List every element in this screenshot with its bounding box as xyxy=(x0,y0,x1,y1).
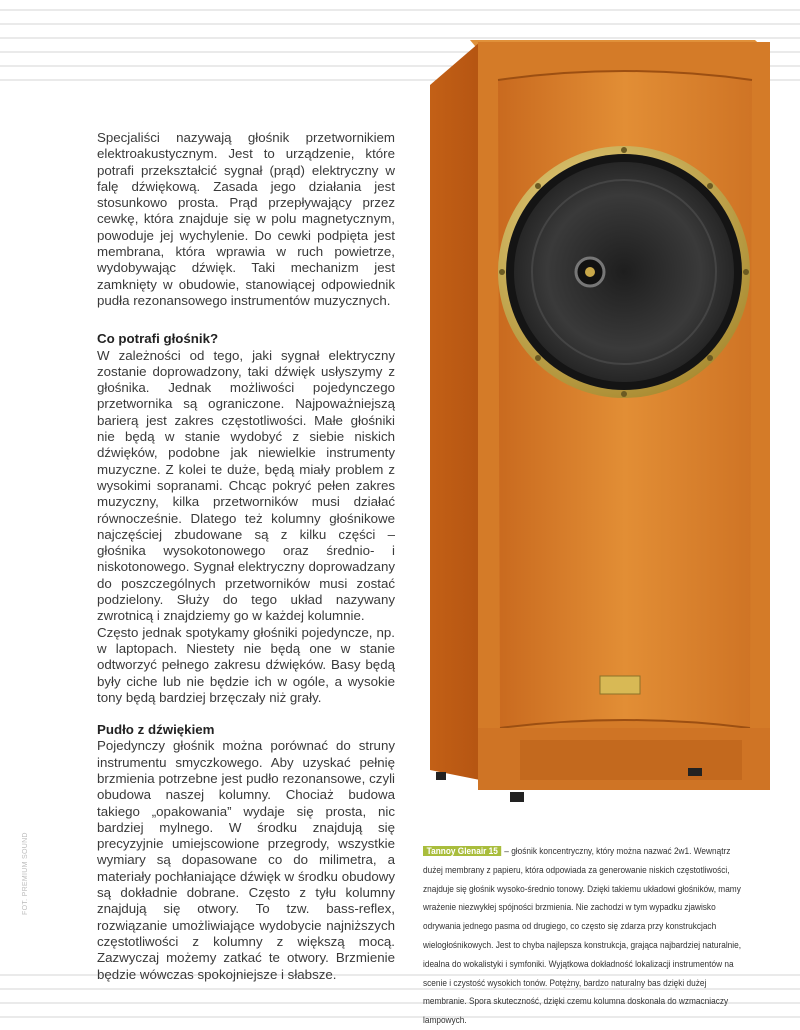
caption-tag: Tannoy Glenair 15 xyxy=(423,846,502,856)
article-column xyxy=(97,130,395,983)
paragraph-laptopy: Często jednak spotykamy głośniki pojedyncze, np. w laptopach. Niestety nie będą one w stanie odtworzyć pełnego zakresu dźwięków. Basy będą były ciche lub nie będzie ich w ogóle, a wysokie tony będą bardziej brzęczały niż grały. xyxy=(97,624,395,705)
photo-caption xyxy=(423,842,743,1030)
heading-pudlo: Pudło z dźwiękiem xyxy=(97,722,215,738)
heading-co-potrafi: Co potrafi głośnik? xyxy=(97,331,219,347)
paragraph-intro: Specjaliści nazywają głośnik przetwornikiem elektroakustycznym. Jest to urządzenie, które potrafi przekształcić sygnał (prąd) elektryczny w falę dźwiękową. Zasada jego działania jest stosunkowo prosta. Prąd przepływający przez cewkę, która znajduje się w polu magnetycznym, powoduje jej wychylenie. Do cewki podpięta jest membrana, która wprawia w ruch powietrze, wydobywając dźwięk. Taki mechanizm jest zamknięty w obudowie, stanowiącej odpowiednik pudła rezonansowego instrumentów muzycznych. xyxy=(97,130,395,308)
speaker-photo xyxy=(400,0,800,820)
cabinet-side xyxy=(430,42,480,780)
paragraph-zakres: W zależności od tego, jaki sygnał elektryczny zostanie doprowadzony, taki dźwięk usłyszymy z głośnika. Jednak możliwości pojedynczego przetwornika są ograniczone. Najpoważniejszą barierą jest zakres częstotliwości. Małe głośniki nie będą w stanie wydobyć z siebie niskich dźwięków, podobne jak niewielkie instrumenty muzyczne. Z kolei te duże, będą miały problem z wysokimi sopranami. Chcąc pokryć pełen zakres muzyczny, kilka przetworników musi działać równocześnie. Dlatego też kolumny głośnikowe najczęściej zbudowane są z kilku części – głośnika wysokotonowego oraz średnio- i niskotonowego. Sygnał elektryczny doprowadzany do poszczególnych przetworników musi zostać podzielony. Służy do tego układ nazywany zwrotnicą i znajdziemy go w każdej kolumnie. xyxy=(97,347,395,624)
paragraph-obudowa: Pojedynczy głośnik można porównać do struny instrumentu smyczkowego. Aby uzyskać pełnię brzmienia potrzebne jest pudło rezonansowe, czyli obudowa naszej kolumny. Chociaż budowa takiego „opakowania” wydaje się prosta, nic bardziej mylnego. W środku znajdują się precyzyjnie umiejscowione przegrody, wszystkie wymiary są dopasowane co do milimetra, a materiały pochłaniające dźwięk w środku obudowy są dokładnie dobrane. Często z tyłu kolumny znajdują się otwory. To tzw. bass-reflex, rozwiązanie umożliwiające wydobycie najniższych częstotliwości z kolumny z większą mocą. Zazwyczaj możemy zatkać te otwory. Brzmienie będzie wówczas spokojniejsze i słabsze. xyxy=(97,738,395,982)
badge-plate xyxy=(600,676,640,694)
photo-credit: FOT. PREMIUM SOUND xyxy=(22,832,29,915)
caption-text: – głośnik koncentryczny, który można nazwać 2w1. Wewnątrz dużej membrany z papieru, która odpowiada za generowanie niskich częstotliwości, znajduje się głośnik wysoko-średnio tonowy. Dzięki takiemu układowi głośników, mamy wrażenie niezwykłej spójności brzmienia. Nie zachodzi w tym wypadku zjawisko odrywania jednego pasma od drugiego, co często się zdarza przy konstrukcjach wielogłośnikowych. Jest to chyba najlepsza konstrukcja, grająca najbardziej naturalnie, idealna do wokalistyki i symfoniki. Wyjątkowa dokładność lokalizacji instrumentów na scenie i czystość wysokich tonów. Potężny, bardzo naturalny bas dzięki dużej membranie. Spora skuteczność, dzięki czemu kolumna doskonała do wzmacniaczy lampowych. xyxy=(423,846,742,1026)
